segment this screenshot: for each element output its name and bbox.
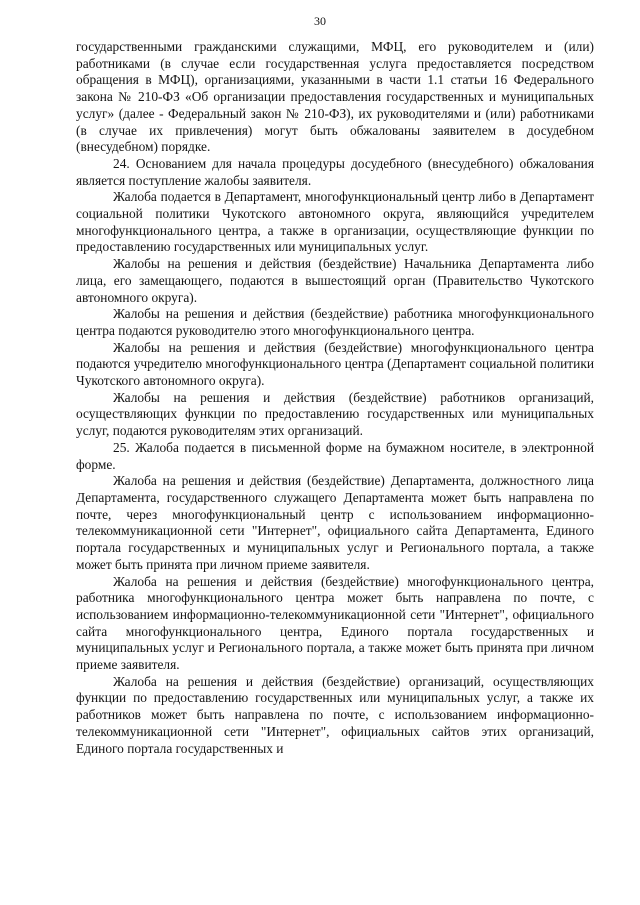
paragraph-complaints-organizations: Жалобы на решения и действия (бездействие) работников организаций, осуществляющих функции по предоставлению государственных или муниципальных услуг, подаются руководителям этих организаций. xyxy=(76,389,594,439)
paragraph-mfc-channels: Жалоба на решения и действия (бездействие) многофункционального центра, работника многофункционального центра может быть направлена по почте, с использованием информационно-телекоммуникационной сети "Интернет", официального сайта многофункционального центра, Единого портала государственных и муниципальных услуг и Регионального портала, а также может быть принята при личном приеме заявителя. xyxy=(76,573,594,673)
paragraph-organizations-channels: Жалоба на решения и действия (бездействие) организаций, осуществляющих функции по предоставлению государственных или муниципальных услуг, а также их работников может быть направлена по почте, с использованием информационно-телекоммуникационной сети "Интернет", официальных сайтов этих организаций, Единого портала государственных и xyxy=(76,673,594,756)
paragraph-department-channels: Жалоба на решения и действия (бездействие) Департамента, должностного лица Департамента, государственного служащего Департамента может быть направлена по почте, через многофункциональный центр с использованием информационно-телекоммуникационной сети "Интернет", официального сайта Департамента, Единого портала государственных и муниципальных услуг и Регионального портала, а также может быть принята при личном приеме заявителя. xyxy=(76,473,594,572)
paragraph-item-25: 25. Жалоба подается в письменной форме на бумажном носителе, в электронной форме. xyxy=(76,439,594,472)
paragraph-complaint-recipients: Жалоба подается в Департамент, многофункциональный центр либо в Департамент социальной политики Чукотского автономного округа, являющийся учредителем многофункционального центра, а также в организации, осуществляющие функции по предоставлению государственных или муниципальных услуг. xyxy=(76,189,594,255)
paragraph-complaints-head: Жалобы на решения и действия (бездействие) Начальника Департамента либо лица, его замещающего, подаются в вышестоящий орган (Правительство Чукотского автономного округа). xyxy=(76,256,594,305)
paragraph-complaints-mfc: Жалобы на решения и действия (бездействие) многофункционального центра подаются учредителю многофункционального центра (Департамент социальной политики Чукотского автономного округа). xyxy=(76,339,594,389)
page-number: 30 xyxy=(314,14,326,28)
document-body xyxy=(76,39,594,757)
paragraph-item-24: 24. Основанием для начала процедуры досудебного (внесудебного) обжалования является поступление жалобы заявителя. xyxy=(76,155,594,188)
paragraph-complaints-mfc-worker: Жалобы на решения и действия (бездействие) работника многофункционального центра подаются руководителю этого многофункционального центра. xyxy=(76,306,594,338)
paragraph-continuation: государственными гражданскими служащими, МФЦ, его руководителем и (или) работниками (в случае если государственная услуга предоставляется посредством обращения в МФЦ), организациями, указанными в части 1.1 статьи 16 Федерального закона № 210-ФЗ «Об организации предоставления государственных и муниципальных услуг» (далее - Федеральный закон № 210-ФЗ), их руководителями и (или) работниками (в случае их привлечения) могут быть обжалованы заявителем в досудебном (внесудебном) порядке. xyxy=(76,39,594,155)
